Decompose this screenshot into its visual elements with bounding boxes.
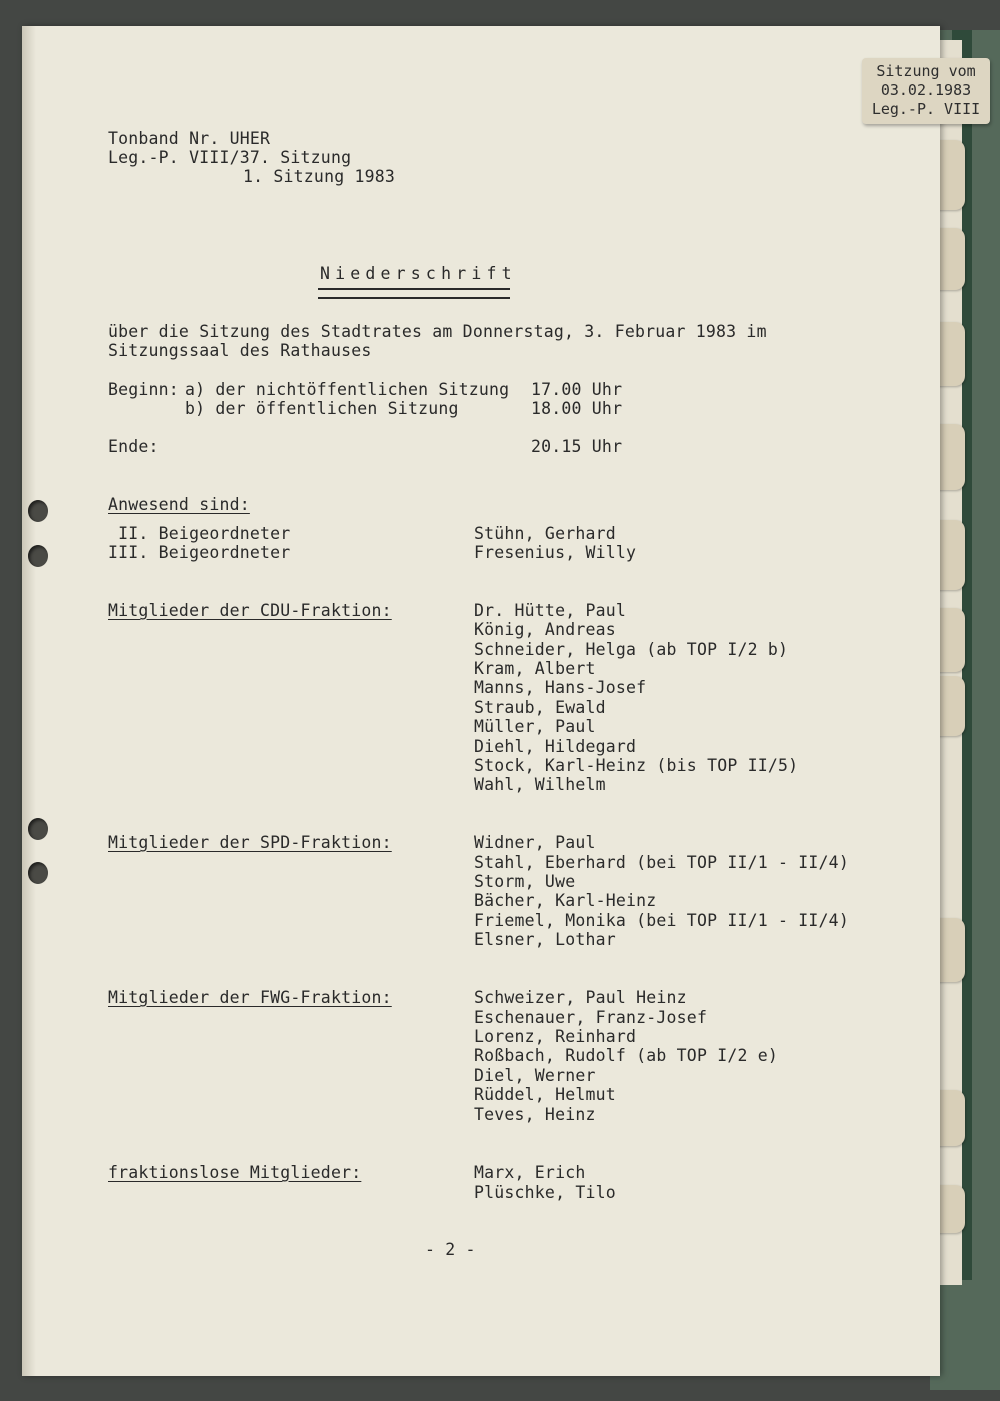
member-name: Stock, Karl-Heinz (bis TOP II/5): [474, 756, 799, 775]
member-name: Diehl, Hildegard: [474, 737, 637, 756]
group-heading-fwg: Mitglieder der FWG-Fraktion:: [108, 988, 392, 1007]
punch-hole: [28, 862, 48, 884]
member-name: Diel, Werner: [474, 1066, 596, 1085]
member-name: Rüddel, Helmut: [474, 1085, 616, 1104]
sticker-line: Sitzung vom: [876, 62, 976, 80]
session-label-sticker: [862, 58, 990, 124]
group-heading-spd: Mitglieder der SPD-Fraktion:: [108, 833, 392, 852]
member-name: Manns, Hans-Josef: [474, 678, 647, 697]
beginn-a-time: 17.00 Uhr: [531, 380, 623, 399]
member-name: Schweizer, Paul Heinz: [474, 988, 687, 1007]
member-name: Eschenauer, Franz-Josef: [474, 1008, 708, 1027]
member-name: Wahl, Wilhelm: [474, 775, 606, 794]
intro-line: über die Sitzung des Stadtrates am Donnerstag, 3. Februar 1983 im: [108, 322, 767, 341]
group-heading-independent: fraktionslose Mitglieder:: [108, 1163, 362, 1182]
member-name: Dr. Hütte, Paul: [474, 601, 627, 620]
ende-label: Ende:: [108, 437, 159, 456]
ende-time: 20.15 Uhr: [531, 437, 623, 456]
attendees-heading: Anwesend sind:: [108, 495, 250, 514]
sticker-line: Leg.-P. VIII: [871, 100, 981, 118]
beginn-b-time: 18.00 Uhr: [531, 399, 623, 418]
page-fold-shadow: [22, 26, 36, 1376]
member-name: Marx, Erich: [474, 1163, 586, 1182]
document-title: Niederschrift: [320, 264, 517, 283]
role-name: Fresenius, Willy: [474, 543, 637, 562]
member-name: König, Andreas: [474, 620, 616, 639]
session-number: Leg.-P. VIII/37. Sitzung: [108, 148, 352, 167]
punch-hole: [28, 500, 48, 522]
beginn-b-label: b) der öffentlichen Sitzung: [185, 399, 459, 418]
session-year: 1. Sitzung 1983: [243, 167, 396, 186]
role-label: III. Beigeordneter: [108, 543, 291, 562]
tape-number: Tonband Nr. UHER: [108, 129, 271, 148]
member-name: Roßbach, Rudolf (ab TOP I/2 e): [474, 1046, 779, 1065]
title-double-rule: [318, 288, 510, 299]
group-heading-cdu: Mitglieder der CDU-Fraktion:: [108, 601, 392, 620]
member-name: Teves, Heinz: [474, 1105, 596, 1124]
sticker-line: 03.02.1983: [880, 81, 972, 99]
beginn-a-label: a) der nichtöffentlichen Sitzung: [185, 380, 510, 399]
intro-line: Sitzungssaal des Rathauses: [108, 341, 372, 360]
member-name: Widner, Paul: [474, 833, 596, 852]
punch-hole: [28, 545, 48, 567]
member-name: Straub, Ewald: [474, 698, 606, 717]
member-name: Plüschke, Tilo: [474, 1183, 616, 1202]
role-label: II. Beigeordneter: [108, 524, 291, 543]
member-name: Elsner, Lothar: [474, 930, 616, 949]
beginn-label: Beginn:: [108, 380, 179, 399]
member-name: Müller, Paul: [474, 717, 596, 736]
member-name: Lorenz, Reinhard: [474, 1027, 637, 1046]
member-name: Friemel, Monika (bei TOP II/1 - II/4): [474, 911, 849, 930]
member-name: Kram, Albert: [474, 659, 596, 678]
punch-hole: [28, 818, 48, 840]
role-name: Stühn, Gerhard: [474, 524, 616, 543]
member-name: Bächer, Karl-Heinz: [474, 891, 657, 910]
member-name: Storm, Uwe: [474, 872, 576, 891]
page-number: - 2 -: [425, 1240, 476, 1259]
member-name: Stahl, Eberhard (bei TOP II/1 - II/4): [474, 853, 849, 872]
member-name: Schneider, Helga (ab TOP I/2 b): [474, 640, 789, 659]
